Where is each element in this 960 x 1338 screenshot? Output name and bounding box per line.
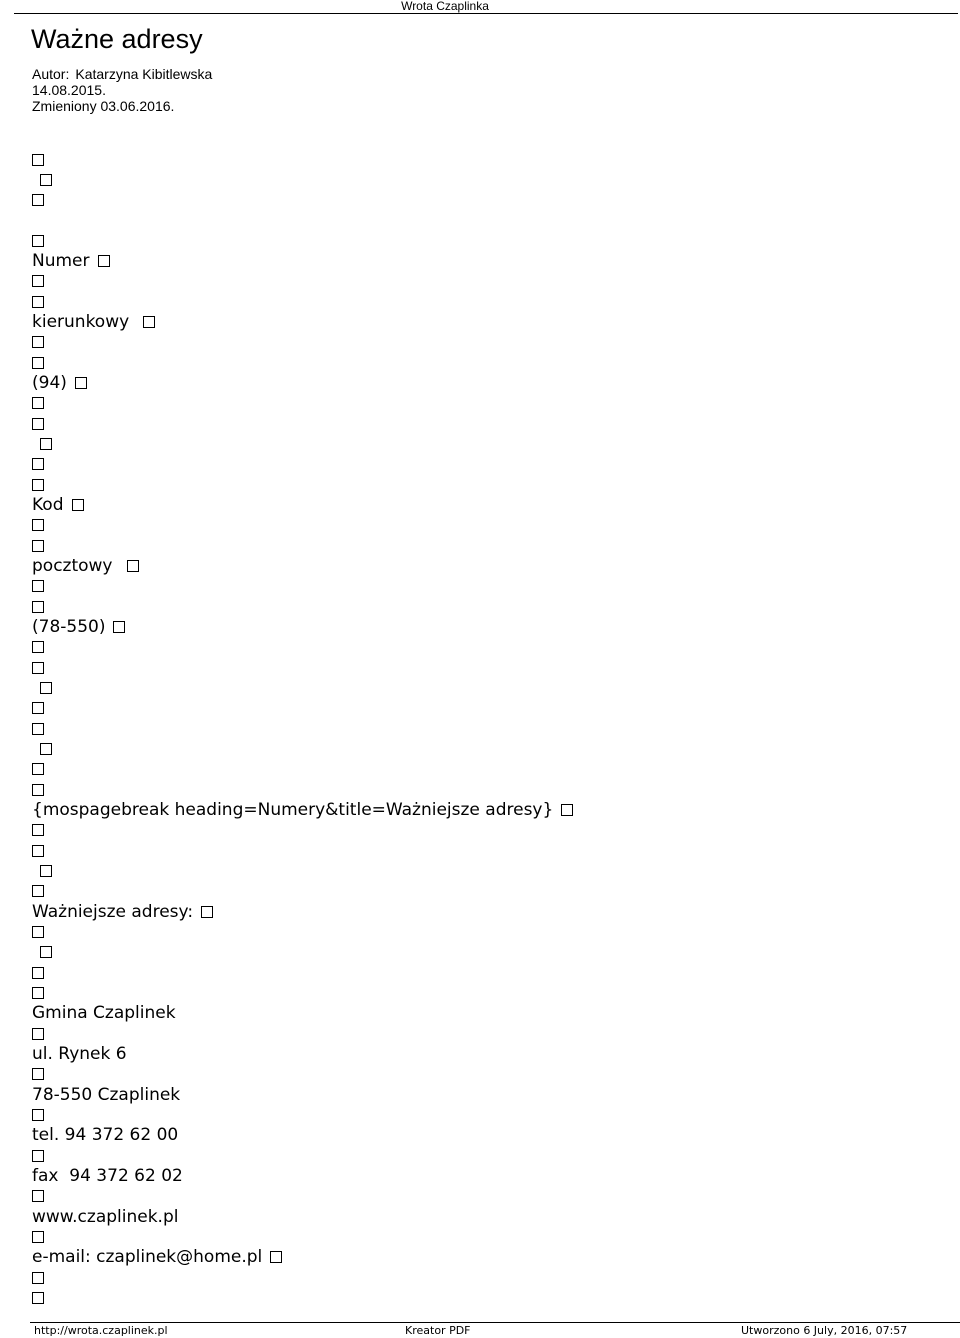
- missing-glyph-icon: [32, 1292, 44, 1304]
- content-line: [32, 292, 44, 312]
- author-line: [32, 66, 212, 83]
- missing-glyph-icon: [32, 885, 44, 897]
- content-line: [32, 475, 44, 495]
- content-line: [32, 312, 155, 332]
- content-line: [32, 719, 44, 739]
- missing-glyph-icon: [32, 194, 44, 206]
- missing-glyph-icon: [32, 1272, 44, 1284]
- modified-date: Zmieniony 03.06.2016.: [32, 98, 175, 114]
- missing-glyph-icon: [32, 763, 44, 775]
- missing-glyph-icon: [32, 1109, 44, 1121]
- content-line: [40, 678, 52, 698]
- content-line: [32, 414, 44, 434]
- content-line: [32, 780, 44, 800]
- missing-glyph-icon: [32, 987, 44, 999]
- content-line: [32, 536, 44, 556]
- content-line: [32, 1003, 176, 1023]
- running-header: Wrota Czaplinka: [401, 0, 489, 13]
- missing-glyph-icon: [561, 804, 573, 816]
- missing-glyph-icon: [32, 235, 44, 247]
- content-line: [32, 841, 44, 861]
- line-text: tel. 94 372 62 00: [32, 1125, 179, 1145]
- missing-glyph-icon: [32, 1028, 44, 1040]
- missing-glyph-icon: [32, 845, 44, 857]
- missing-glyph-icon: [201, 906, 213, 918]
- missing-glyph-icon: [32, 357, 44, 369]
- missing-glyph-icon: [32, 784, 44, 796]
- line-text: 78-550 Czaplinek: [32, 1085, 181, 1105]
- missing-glyph-icon: [32, 540, 44, 552]
- missing-glyph-icon: [40, 743, 52, 755]
- missing-glyph-icon: [32, 336, 44, 348]
- content-line: [40, 861, 52, 881]
- content-line: [32, 1085, 180, 1105]
- line-text: (78-550): [32, 617, 106, 637]
- missing-glyph-icon: [40, 174, 52, 186]
- content-line: [32, 271, 44, 291]
- missing-glyph-icon: [72, 499, 84, 511]
- line-text: Gmina Czaplinek: [32, 1003, 176, 1023]
- content-line: [32, 922, 44, 942]
- missing-glyph-icon: [32, 479, 44, 491]
- content-line: [40, 739, 52, 759]
- missing-glyph-icon: [32, 824, 44, 836]
- content-line: [32, 1186, 44, 1206]
- author-name: Katarzyna Kibitlewska: [75, 66, 213, 82]
- line-text: ul. Rynek 6: [32, 1044, 127, 1064]
- missing-glyph-icon: [98, 255, 110, 267]
- missing-glyph-icon: [32, 1231, 44, 1243]
- footer-generator: Kreator PDF: [405, 1324, 471, 1337]
- content-line: [32, 556, 139, 576]
- missing-glyph-icon: [127, 560, 139, 572]
- line-text: www.czaplinek.pl: [32, 1207, 179, 1227]
- content-line: [32, 454, 44, 474]
- page-title: Ważne adresy: [31, 24, 203, 54]
- content-line: [32, 698, 44, 718]
- line-text: Kod: [32, 495, 64, 515]
- missing-glyph-icon: [32, 702, 44, 714]
- content-line: [32, 1207, 178, 1227]
- created-date: 14.08.2015.: [32, 82, 106, 98]
- content-line: [32, 251, 110, 271]
- missing-glyph-icon: [32, 926, 44, 938]
- missing-glyph-icon: [143, 316, 155, 328]
- content-line: [32, 1227, 44, 1247]
- content-line: [32, 881, 44, 901]
- content-line: [32, 1247, 282, 1267]
- content-line: [40, 434, 52, 454]
- missing-glyph-icon: [40, 865, 52, 877]
- line-text: kierunkowy: [32, 312, 130, 332]
- missing-glyph-icon: [32, 418, 44, 430]
- missing-glyph-icon: [32, 296, 44, 308]
- content-line: [32, 902, 213, 922]
- content-line: [32, 1166, 183, 1186]
- content-line: [32, 800, 573, 820]
- missing-glyph-icon: [32, 1150, 44, 1162]
- content-line: [32, 983, 44, 1003]
- content-line: [32, 231, 44, 251]
- line-text: Numer: [32, 251, 90, 271]
- missing-glyph-icon: [270, 1251, 282, 1263]
- content-line: [40, 170, 52, 190]
- missing-glyph-icon: [32, 275, 44, 287]
- missing-glyph-icon: [32, 1190, 44, 1202]
- missing-glyph-icon: [113, 621, 125, 633]
- missing-glyph-icon: [32, 154, 44, 166]
- missing-glyph-icon: [40, 682, 52, 694]
- missing-glyph-icon: [32, 458, 44, 470]
- content-line: [32, 353, 44, 373]
- content-line: [32, 759, 44, 779]
- content-line: [32, 1064, 44, 1084]
- missing-glyph-icon: [32, 723, 44, 735]
- content-line: [32, 515, 44, 535]
- content-line: [32, 617, 125, 637]
- content-line: [32, 495, 84, 515]
- content-line: [32, 393, 44, 413]
- content-line: [32, 373, 87, 393]
- content-line: [32, 1288, 44, 1308]
- content-line: [32, 1268, 44, 1288]
- content-line: [32, 150, 44, 170]
- content-line: [32, 1105, 44, 1125]
- content-line: [32, 637, 44, 657]
- footer-url: http://wrota.czaplinek.pl: [34, 1324, 168, 1337]
- missing-glyph-icon: [75, 377, 87, 389]
- missing-glyph-icon: [32, 601, 44, 613]
- missing-glyph-icon: [32, 519, 44, 531]
- line-text: {mospagebreak heading=Numery&title=Ważniejsze adresy}: [32, 800, 554, 820]
- missing-glyph-icon: [40, 946, 52, 958]
- footer-created: Utworzono 6 July, 2016, 07:57: [741, 1324, 908, 1337]
- content-line: [32, 190, 44, 210]
- content-line: [32, 1044, 127, 1064]
- content-line: [32, 1146, 44, 1166]
- content-line: [32, 658, 44, 678]
- content-line: [40, 942, 52, 962]
- missing-glyph-icon: [32, 1068, 44, 1080]
- line-text: Ważniejsze adresy:: [32, 902, 194, 922]
- missing-glyph-icon: [40, 438, 52, 450]
- missing-glyph-icon: [32, 397, 44, 409]
- content-line: [32, 1024, 44, 1044]
- missing-glyph-icon: [32, 967, 44, 979]
- missing-glyph-icon: [32, 580, 44, 592]
- header-rule: [14, 13, 958, 14]
- content-line: [32, 597, 44, 617]
- content-line: [32, 576, 44, 596]
- author-label: Autor:: [32, 66, 70, 82]
- content-line: [32, 1125, 178, 1145]
- content-line: [32, 820, 44, 840]
- missing-glyph-icon: [32, 662, 44, 674]
- line-text: pocztowy: [32, 556, 113, 576]
- missing-glyph-icon: [32, 641, 44, 653]
- line-text: (94): [32, 373, 67, 393]
- content-line: [32, 963, 44, 983]
- line-text: e-mail: czaplinek@home.pl: [32, 1247, 263, 1267]
- footer-rule: [30, 1322, 960, 1323]
- line-text: fax 94 372 62 02: [32, 1166, 183, 1186]
- content-line: [32, 332, 44, 352]
